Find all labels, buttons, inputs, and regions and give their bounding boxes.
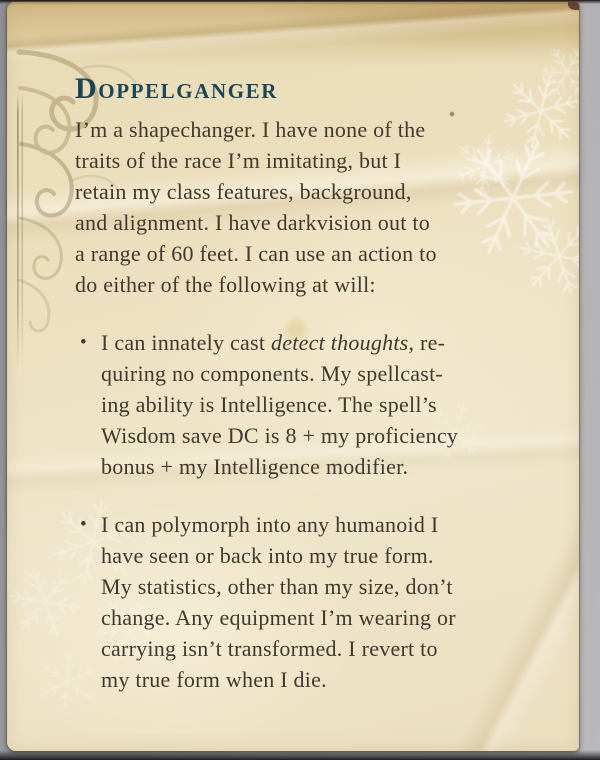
text-line: [101, 327, 458, 358]
text-line: have seen or back into my true form.: [101, 543, 434, 568]
text-line: bonus + my Intelligence modifier.: [101, 454, 409, 479]
text-line: I’m a shapechanger. I have none of the: [75, 117, 426, 142]
text-segment: , re-: [408, 330, 446, 355]
text-line: change. Any equipment I’m wearing or: [101, 605, 456, 630]
bullet-icon: •: [80, 332, 87, 353]
bullet-icon: •: [80, 514, 87, 535]
text-line: I can polymorph into any humanoid I: [101, 512, 439, 537]
text-line: retain my class features, background,: [75, 179, 412, 204]
frame-rule-lines: [22, 92, 23, 370]
text-line: and alignment. I have darkvision out to: [75, 210, 430, 235]
intro-paragraph: [75, 114, 545, 300]
stat-block: [75, 70, 545, 695]
text-line: carrying isn’t transformed. I revert to: [101, 636, 438, 661]
text-segment: I can innately cast: [101, 330, 271, 355]
list-item: [75, 327, 545, 482]
text-line: my true form when I die.: [101, 667, 327, 692]
bullet-text-lines: [101, 358, 458, 482]
list-item: [75, 509, 545, 695]
bullet-text: [101, 509, 456, 695]
page-title: Doppelganger: [75, 72, 279, 105]
bullet-text: [101, 327, 458, 482]
text-line: a range of 60 feet. I can use an action to: [75, 241, 437, 266]
spell-name-italic: detect thoughts: [270, 330, 409, 355]
frame-rule-lines: [17, 92, 19, 370]
text-line: Wisdom save DC is 8 + my proficiency: [101, 423, 459, 448]
text-line: quiring no components. My spellcast-: [101, 361, 444, 386]
text-line: do either of the following at will:: [75, 272, 376, 297]
text-line: ing ability is Intelligence. The spell’s: [101, 392, 437, 417]
text-line: traits of the race I’m imitating, but I: [75, 148, 402, 173]
text-line: My statistics, other than my size, don’t: [101, 574, 453, 599]
torn-corner-mark: [568, 2, 579, 10]
parchment-page: [7, 2, 579, 751]
